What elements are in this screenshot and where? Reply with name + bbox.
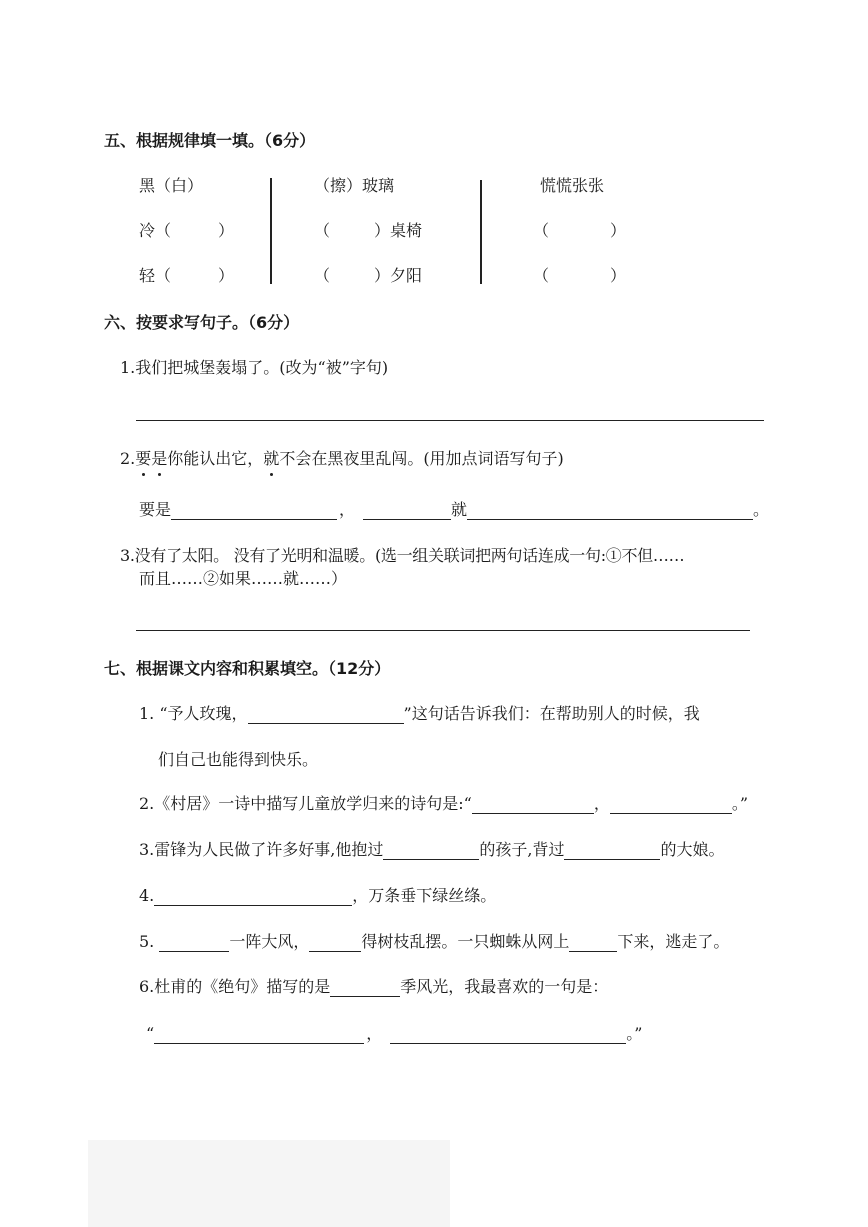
col1-item-2-close: ）: [218, 221, 235, 240]
q7-1-row-2: 们自己也能得到快乐。: [158, 750, 319, 769]
q6-1-text: 1.我们把城堡轰塌了。(改为“被”字句): [120, 358, 389, 377]
col1-item-3-close: ）: [218, 266, 235, 285]
q7-2-row: 2.《村居》一诗中描写儿童放学归来的诗句是:“ ， 。”: [139, 794, 749, 813]
q7-6-blank-season[interactable]: [330, 979, 400, 997]
q7-6-row-2: “ ， 。”: [146, 1024, 643, 1043]
q7-5-blank-3[interactable]: [569, 934, 617, 952]
col2-example: （擦）玻璃: [314, 176, 395, 195]
col2-item-2-open: （: [314, 221, 331, 240]
section-7-title: 七、根据课文内容和积累填空。（12分）: [104, 659, 391, 678]
section-6-title: 六、按要求写句子。（6分）: [104, 313, 300, 332]
q6-1-answer-line[interactable]: [136, 420, 764, 421]
q7-4-blank[interactable]: [154, 888, 352, 906]
q7-2-blank-1[interactable]: [472, 796, 594, 814]
col3-example: 慌慌张张: [540, 176, 605, 195]
q7-2-blank-2[interactable]: [610, 796, 732, 814]
col2-item-2-tail: ）桌椅: [374, 221, 423, 240]
q6-2-blank-3[interactable]: [467, 502, 753, 520]
emphasized-word-yaoshi: 要是: [135, 449, 167, 469]
col1-item-2: 冷（: [139, 221, 172, 240]
q7-5-row: 5. 一阵大风， 得树枝乱摆。一只蜘蛛从网上 下来，逃走了。: [139, 932, 730, 951]
col2-item-3-tail: ）夕阳: [374, 266, 423, 285]
q7-1-blank[interactable]: [248, 706, 404, 724]
q7-4-row: 4. ，万条垂下绿丝绦。: [139, 886, 497, 905]
q6-2-blank-2[interactable]: [363, 502, 451, 520]
bottom-shaded-area: [88, 1140, 450, 1227]
column-divider-1: [270, 178, 272, 284]
q6-3-text-line-2: 而且……②如果……就……）: [139, 569, 348, 588]
q6-2-blank-1[interactable]: [171, 502, 337, 520]
col1-example: 黑（白）: [139, 176, 204, 195]
q7-6-blank-line-2[interactable]: [390, 1026, 626, 1044]
emphasized-word-jiu: 就: [263, 449, 279, 469]
section-5-title: 五、根据规律填一填。（6分）: [104, 131, 316, 150]
q7-3-blank-1[interactable]: [383, 842, 479, 860]
q7-5-blank-1[interactable]: [159, 934, 229, 952]
col3-item-2-open: （: [533, 221, 550, 240]
q7-1-row-1: 1. “予人玫瑰， ”这句话告诉我们：在帮助别人的时候，我: [139, 704, 700, 723]
q7-6-blank-line-1[interactable]: [154, 1026, 364, 1044]
q6-3-text-line-1: 3.没有了太阳。 没有了光明和温暖。(选一组关联词把两句话连成一句:①不但……: [120, 546, 685, 565]
col3-item-3-open: （: [533, 266, 550, 285]
q7-6-row-1: 6.杜甫的《绝句》描写的是 季风光，我最喜欢的一句是：: [139, 977, 609, 996]
q7-5-blank-2[interactable]: [309, 934, 361, 952]
column-divider-2: [480, 180, 482, 284]
q6-3-answer-line[interactable]: [136, 630, 750, 631]
col3-item-3-close: ）: [610, 266, 627, 285]
q7-3-row: 3.雷锋为人民做了许多好事,他抱过 的孩子,背过 的大娘。: [139, 840, 725, 859]
col1-item-3: 轻（: [139, 266, 172, 285]
q7-3-blank-2[interactable]: [564, 842, 660, 860]
q6-2-answer-row: 要是 ， 就 。: [139, 500, 770, 519]
col2-item-3-open: （: [314, 266, 331, 285]
q6-2-text: 2.要是 你能认出它，就 不会在黑夜里乱闯。(用加点词语写句子): [120, 449, 564, 469]
col3-item-2-close: ）: [610, 221, 627, 240]
